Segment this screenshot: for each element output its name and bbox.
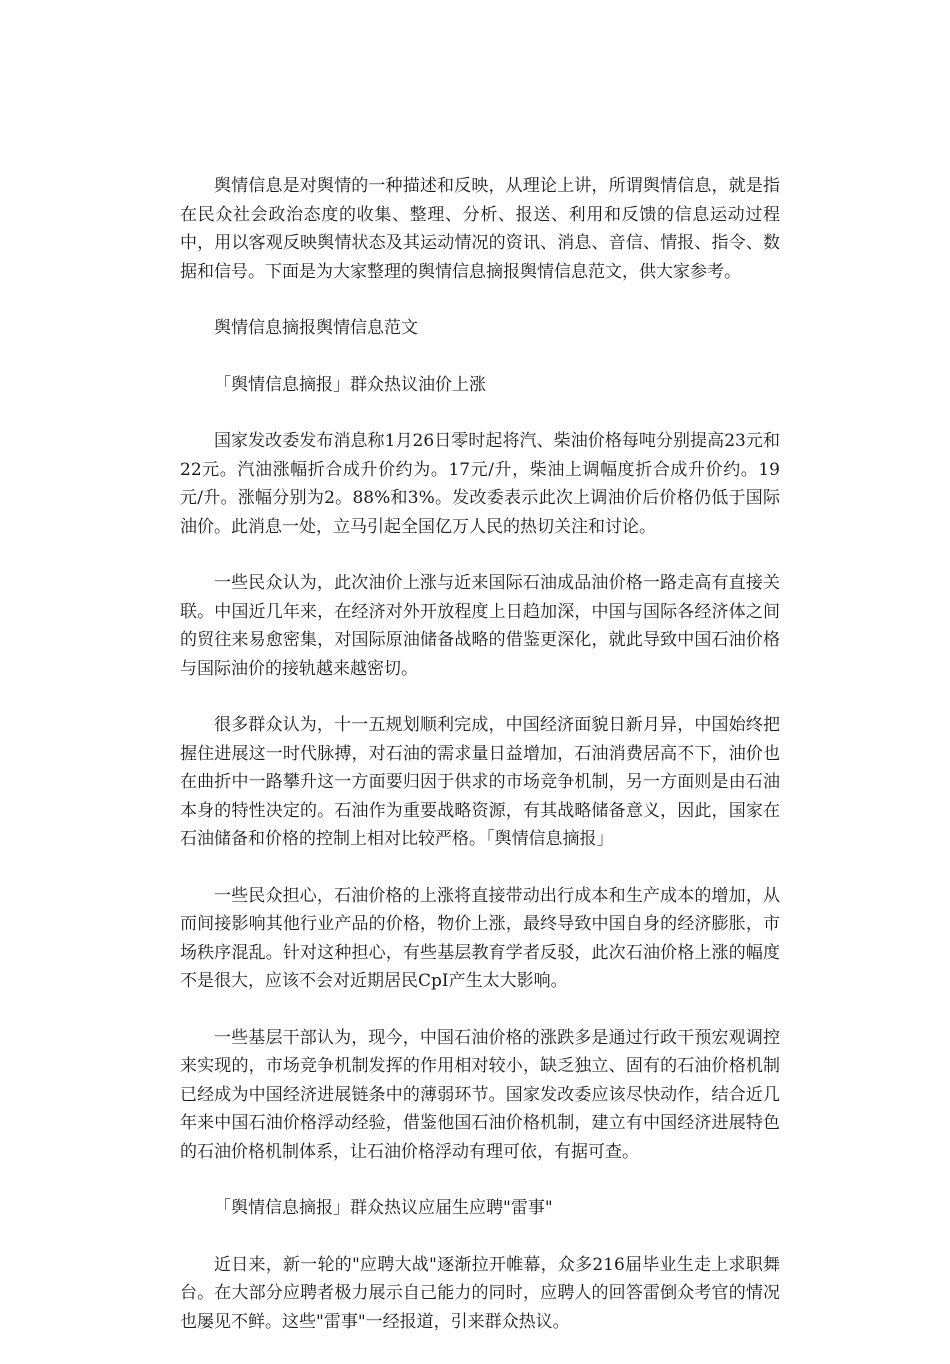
document-body [180, 172, 780, 1364]
paragraph-international-link: 一些民众认为，此次油价上涨与近来国际石油成品油价格一路走高有直接关联。中国近几年来，在经济对外开放程度上日趋加深，中国与国际各经济体之间的贸往来易愈密集，对国际原油储备战略的借鉴更深化，就此导致中国石油价格与国际油价的接轨越来越密切。 [180, 573, 780, 679]
paragraph-pricing-mechanism: 一些基层干部认为，现今，中国石油价格的涨跌多是通过行政干预宏观调控来实现的，市场竞争机制发挥的作用相对较小，缺乏独立、固有的石油价格机制已经成为中国经济进展链条中的薄弱环节。国家发改委应该尽快动作，结合近几年来中国石油价格浮动经验，借鉴他国石油价格机制，建立有中国经济进展特色的石油价格机制体系，让石油价格浮动有理可依，有据可查。 [180, 1027, 780, 1162]
paragraph-job-hunting: 近日来，新一轮的"应聘大战"逐渐拉开帷幕，众多216届毕业生走上求职舞台。在大部分应聘者极力展示自己能力的同时，应聘人的回答雷倒众考官的情况也屡见不鲜。这些"雷事"一经报道，引来群众热议。 [180, 1254, 780, 1332]
intro-paragraph: 舆情信息是对舆情的一种描述和反映，从理论上讲，所谓舆情信息，就是指在民众社会政治态度的收集、整理、分析、报送、利用和反馈的信息运动过程中，用以客观反映舆情状态及其运动情况的资讯、消息、音信、情报、指令、数据和信号。下面是为大家整理的舆情信息摘报舆情信息范文，供大家参考。 [180, 176, 780, 282]
document-title: 舆情信息摘报舆情信息范文 [214, 318, 418, 338]
paragraph-demand-growth: 很多群众认为，十一五规划顺利完成，中国经济面貌日新月异，中国始终把握住进展这一时代脉搏，对石油的需求量日益增加，石油消费居高不下，油价也在曲折中一路攀升这一方面要归因于供求的市场竞争机制，另一方面则是由石油本身的特性决定的。石油作为重要战略资源，有其战略储备意义，因此，国家在石油储备和价格的控制上相对比较严格。「舆情信息摘报」 [180, 715, 780, 849]
section-heading-oil-price: 「舆情信息摘报」群众热议油价上涨 [214, 374, 486, 395]
paragraph-inflation-concern: 一些民众担心，石油价格的上涨将直接带动出行成本和生产成本的增加，从而间接影响其他行业产品的价格，物价上涨，最终导致中国自身的经济膨胀，市场秩序混乱。针对这种担心，有些基层教育学者反驳，此次石油价格上涨的幅度不是很大，应该不会对近期居民CpI产生太大影响。 [180, 885, 780, 991]
paragraph-ndrc-announcement: 国家发改委发布消息称1月26日零时起将汽、柴油价格每吨分别提高23元和22元。汽油涨幅折合成升价约为。17元/升，柴油上调幅度折合成升价约。19元/升。涨幅分别为2。88%和3%。发改委表示此次上调油价后价格仍低于国际油价。此消息一处，立马引起全国亿万人民的热切关注和讨论。 [180, 431, 780, 537]
section-heading-graduates: 「舆情信息摘报」群众热议应届生应聘"雷事" [214, 1198, 553, 1218]
